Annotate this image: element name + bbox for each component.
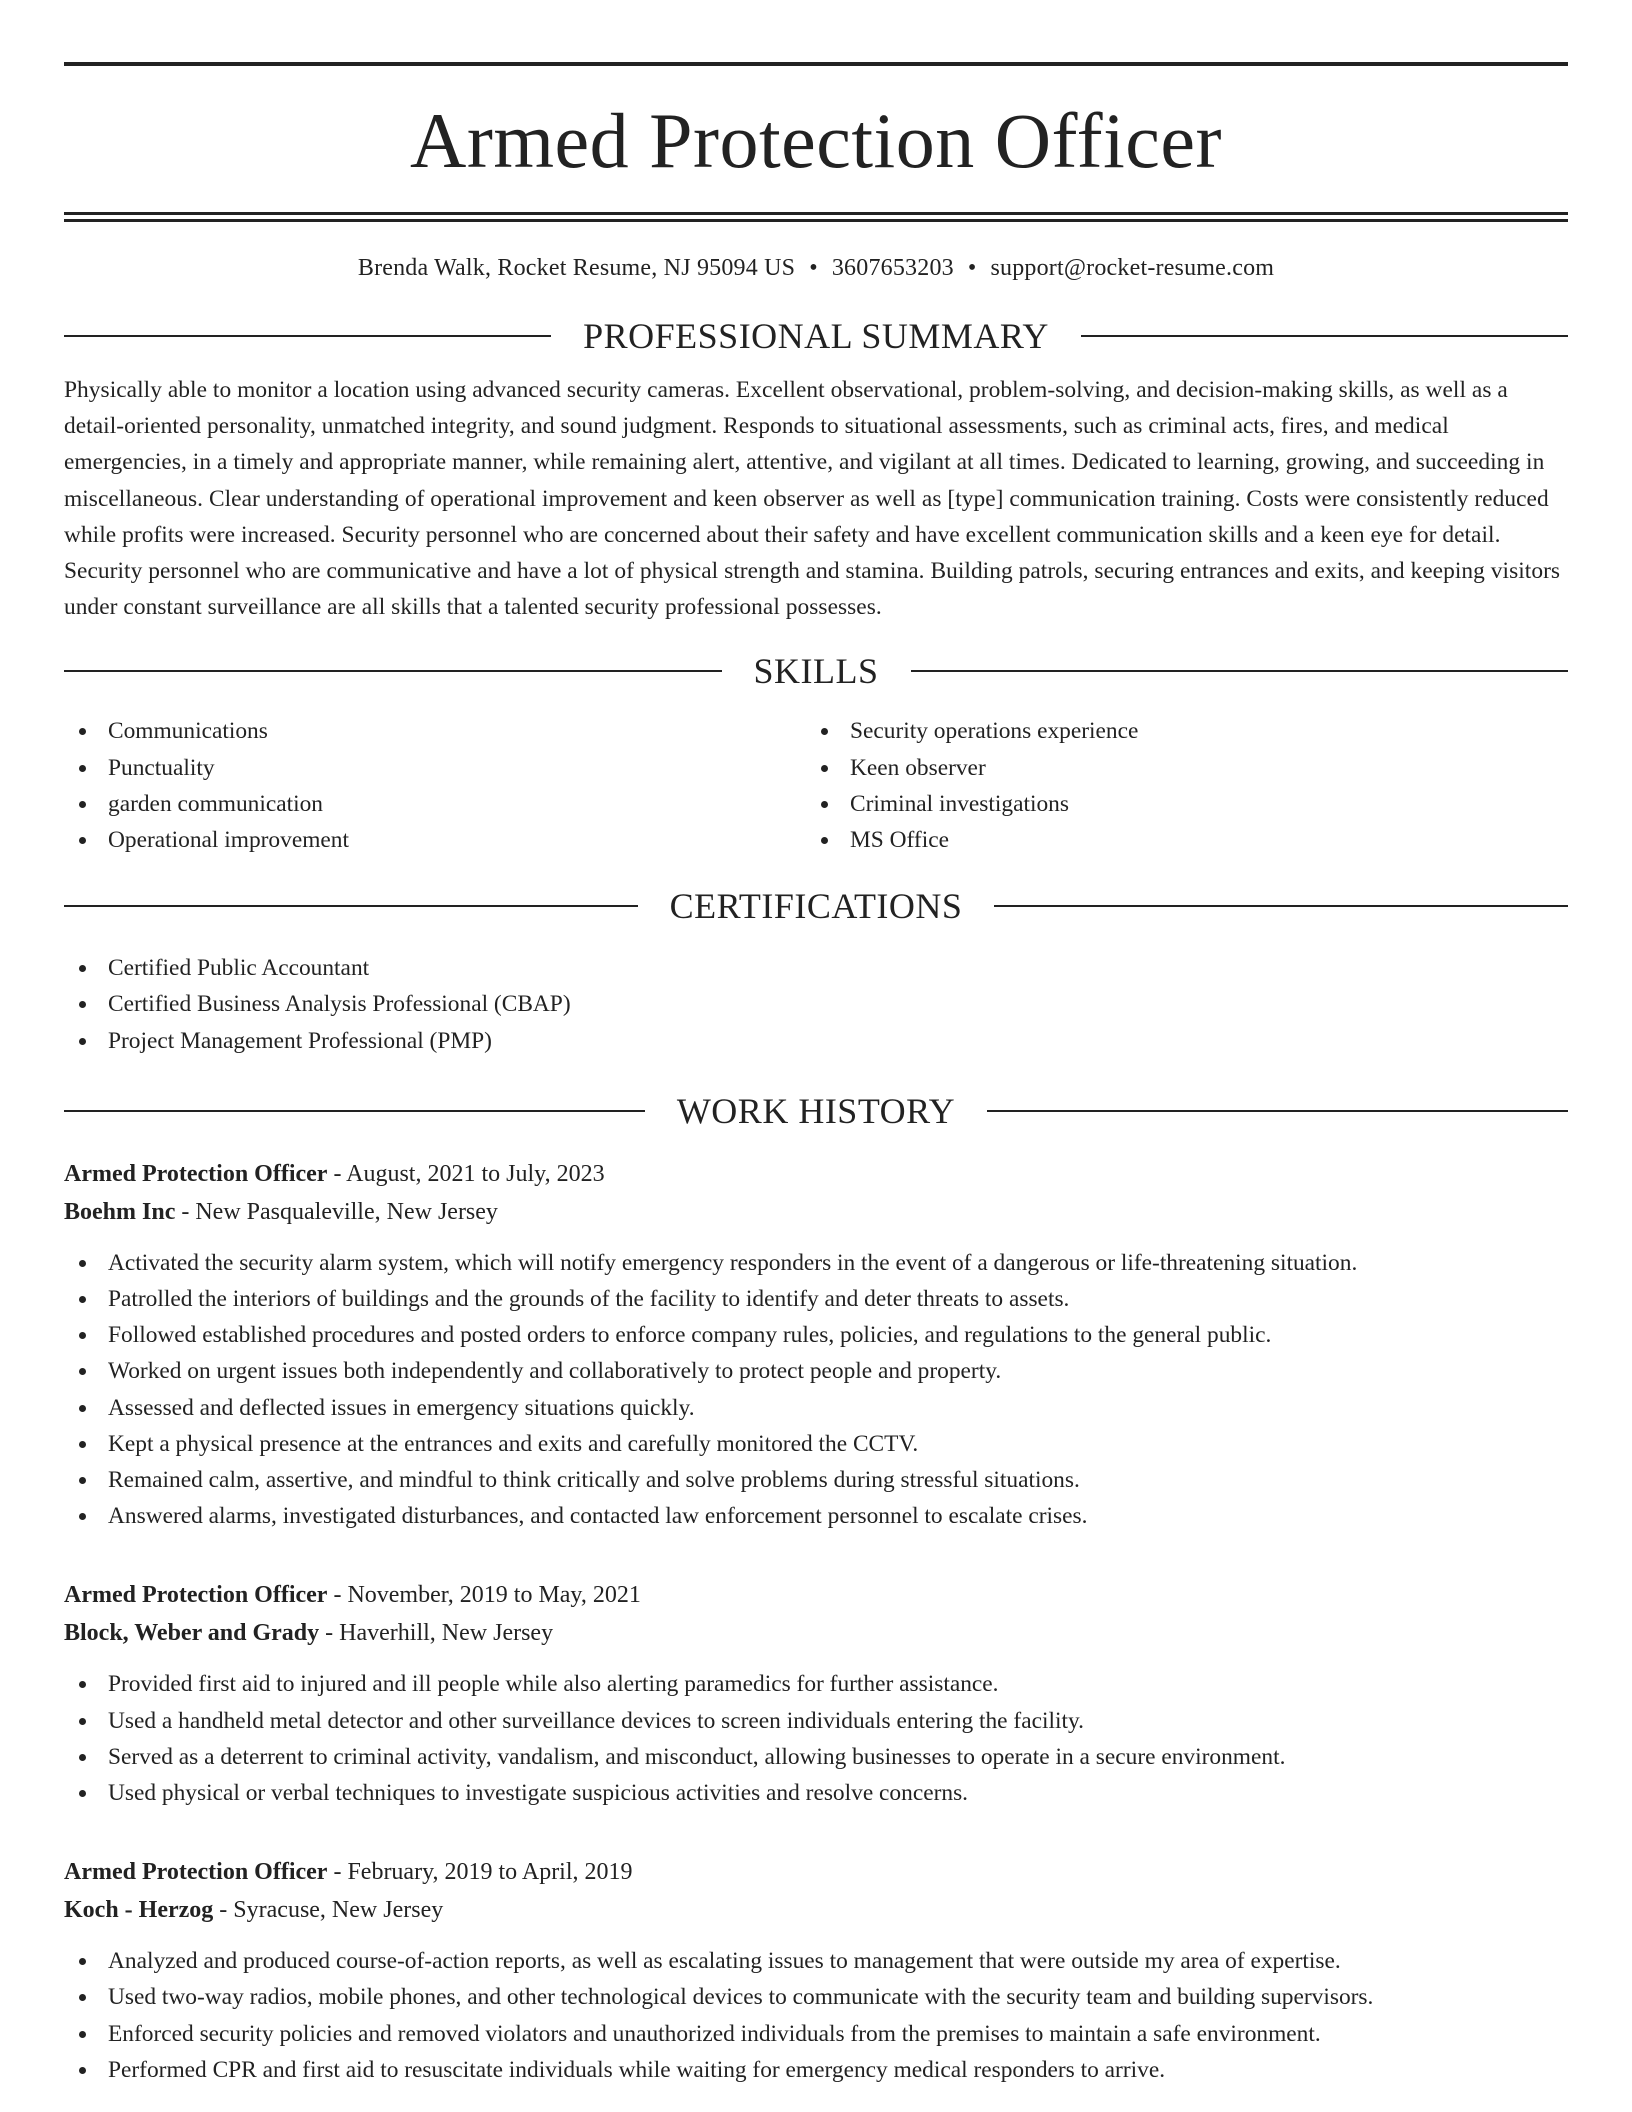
job-bullet: Assessed and deflected issues in emergency situations quickly.	[64, 1390, 1568, 1426]
work-history-heading-label: WORK HISTORY	[676, 1090, 956, 1131]
job-company: Koch - Herzog	[64, 1897, 214, 1924]
skills-heading	[64, 651, 1568, 692]
skill-item: Operational improvement	[64, 822, 806, 858]
job-bullet: Used physical or verbal techniques to investigate suspicious activities and resolve concerns.	[64, 1775, 1568, 1811]
job-title-line: Armed Protection Officer - August, 2021 to July, 2023	[64, 1160, 605, 1187]
job-entry	[64, 1576, 1568, 1811]
certification-item: Certified Public Accountant	[64, 950, 1568, 986]
certification-item: Certified Business Analysis Professional (CBAP)	[64, 986, 1568, 1022]
top-rule	[64, 62, 1568, 66]
job-dates: November, 2019 to May, 2021	[347, 1582, 641, 1609]
job-title: Armed Protection Officer	[64, 1859, 328, 1886]
heading-rule-left	[64, 1110, 645, 1112]
job-bullet: Enforced security policies and removed violators and unauthorized individuals from the premises to maintain a safe environment.	[64, 2016, 1568, 2052]
skill-item: Criminal investigations	[806, 786, 1548, 822]
skill-item: Communications	[64, 713, 806, 749]
certifications-heading-label: CERTIFICATIONS	[669, 886, 963, 927]
heading-rule-right	[911, 670, 1569, 672]
job-company-line: Koch - Herzog - Syracuse, New Jersey	[64, 1897, 444, 1924]
job-company: Block, Weber and Grady	[64, 1620, 320, 1647]
job-entry	[64, 1853, 1568, 2088]
skills-left-list	[64, 713, 806, 858]
job-bullet: Served as a deterrent to criminal activity, vandalism, and misconduct, allowing businesses to operate in a secure environment.	[64, 1739, 1568, 1775]
job-company-line: Block, Weber and Grady - Haverhill, New Jersey	[64, 1620, 554, 1647]
contact-phone: 3607653203	[831, 255, 954, 281]
job-company-line: Boehm Inc - New Pasqualeville, New Jersey	[64, 1198, 498, 1225]
title-double-rule	[64, 212, 1568, 222]
job-entry	[64, 1155, 1568, 1535]
job-bullet-list	[64, 1666, 1568, 1811]
heading-rule-left	[64, 670, 722, 672]
job-title: Armed Protection Officer	[64, 1160, 328, 1187]
contact-separator: •	[809, 255, 818, 281]
summary-heading	[64, 318, 1568, 354]
contact-address: Brenda Walk, Rocket Resume, NJ 95094 US	[357, 255, 796, 281]
job-company: Boehm Inc	[64, 1198, 176, 1225]
contact-line	[64, 256, 1568, 280]
heading-rule-left	[64, 335, 551, 337]
contact-separator: •	[967, 255, 977, 281]
job-bullet: Answered alarms, investigated disturbances, and contacted law enforcement personnel to escalate crises.	[64, 1498, 1568, 1534]
skill-item: Punctuality	[64, 750, 806, 786]
skill-item: MS Office	[806, 822, 1548, 858]
job-bullet: Remained calm, assertive, and mindful to think critically and solve problems during stressful situations.	[64, 1462, 1568, 1498]
summary-text: Physically able to monitor a location using advanced security cameras. Excellent observational, problem-solving, and decision-making skills, as well as a detail-oriented personality, unmatched integrity, and sound judgment. Responds to situational assessments, such as criminal acts, fires, and medical emergencies, in a timely and appropriate manner, while remaining alert, attentive, and vigilant at all times. Dedicated to learning, growing, and succeeding in miscellaneous. Clear understanding of operational improvement and keen observer as well as [type] communication training. Costs were consistently reduced while profits were increased. Security personnel who are concerned about their safety and have excellent communication skills and a keen eye for detail. Security personnel who are communicative and have a lot of physical strength and stamina. Building patrols, securing entrances and exits, and keeping visitors under constant surveillance are all skills that a talented security professional possesses.	[64, 377, 1561, 621]
job-bullet: Used two-way radios, mobile phones, and other technological devices to communicate with the security team and building supervisors.	[64, 1979, 1568, 2015]
skills-right-list	[806, 713, 1548, 858]
resume-title: Armed Protection Officer	[410, 97, 1222, 184]
heading-rule-right	[994, 905, 1568, 907]
job-location: New Pasqualeville, New Jersey	[195, 1198, 498, 1225]
job-bullet-list	[64, 1245, 1568, 1535]
job-location: Haverhill, New Jersey	[339, 1620, 554, 1647]
job-dates: February, 2019 to April, 2019	[347, 1859, 633, 1886]
job-bullet: Patrolled the interiors of buildings and the grounds of the facility to identify and deter threats to assets.	[64, 1281, 1568, 1317]
skills-grid	[64, 713, 1568, 858]
summary-heading-label: PROFESSIONAL SUMMARY	[583, 316, 1049, 356]
job-bullet: Provided first aid to injured and ill people while also alerting paramedics for further assistance.	[64, 1666, 1568, 1702]
job-bullet: Performed CPR and first aid to resuscitate individuals while waiting for emergency medical responders to arrive.	[64, 2052, 1568, 2088]
heading-rule-left	[64, 905, 638, 907]
certification-item: Project Management Professional (PMP)	[64, 1023, 1568, 1059]
job-title: Armed Protection Officer	[64, 1582, 328, 1609]
job-bullet: Worked on urgent issues both independently and collaboratively to protect people and property.	[64, 1353, 1568, 1389]
job-bullet: Activated the security alarm system, which will notify emergency responders in the event of a dangerous or life-threatening situation.	[64, 1245, 1568, 1281]
job-bullet: Followed established procedures and posted orders to enforce company rules, policies, and regulations to the general public.	[64, 1317, 1568, 1353]
certifications-list	[64, 950, 1568, 1059]
certifications-heading	[64, 886, 1568, 927]
work-history-heading	[64, 1090, 1568, 1131]
skills-heading-label: SKILLS	[753, 651, 879, 692]
contact-email: support@rocket-resume.com	[990, 255, 1275, 281]
skill-item: Keen observer	[806, 750, 1548, 786]
job-dates: August, 2021 to July, 2023	[346, 1160, 605, 1187]
heading-rule-right	[987, 1110, 1568, 1112]
skill-item: Security operations experience	[806, 713, 1548, 749]
job-bullet: Used a handheld metal detector and other surveillance devices to screen individuals entering the facility.	[64, 1703, 1568, 1739]
job-title-line: Armed Protection Officer - November, 2019 to May, 2021	[64, 1582, 641, 1609]
skill-item: garden communication	[64, 786, 806, 822]
job-bullet: Kept a physical presence at the entrances and exits and carefully monitored the CCTV.	[64, 1426, 1568, 1462]
job-bullet-list	[64, 1943, 1568, 2088]
job-title-line: Armed Protection Officer - February, 2019 to April, 2019	[64, 1859, 633, 1886]
job-bullet: Analyzed and produced course-of-action reports, as well as escalating issues to management that were outside my area of expertise.	[64, 1943, 1568, 1979]
heading-rule-right	[1081, 335, 1568, 337]
job-location: Syracuse, New Jersey	[233, 1897, 444, 1924]
